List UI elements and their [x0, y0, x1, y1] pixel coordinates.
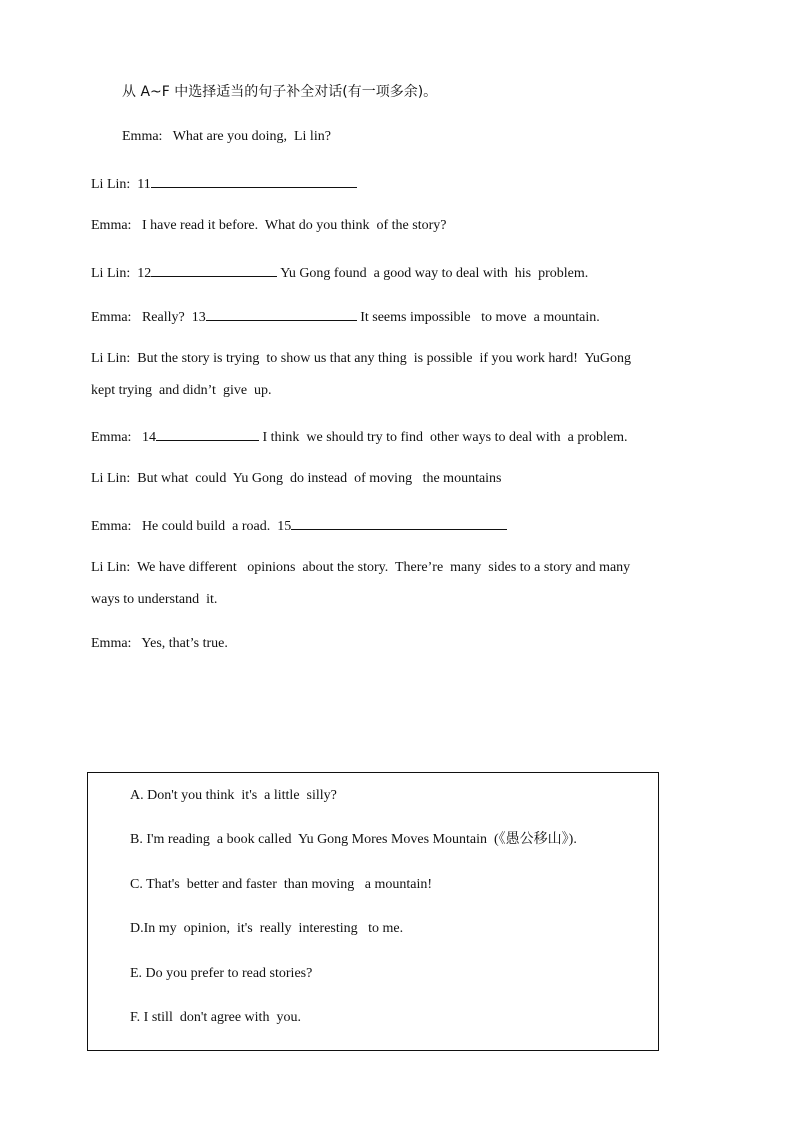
- dialogue-text: What are you doing, Li lin?: [172, 129, 331, 144]
- dialogue-text: But what could Yu Gong do instead of moving the mountains: [137, 471, 502, 486]
- dialogue-line-6-cont: [91, 382, 272, 400]
- option-e[interactable]: E. Do you prefer to read stories?: [130, 966, 313, 981]
- speaker-label: Li Lin:: [91, 266, 131, 281]
- instruction-text: 从 A~F 中选择适当的句子补全对话(有一项多余)。: [122, 84, 438, 100]
- speaker-label: Emma:: [91, 519, 132, 534]
- blank-number: 12: [137, 266, 152, 281]
- option-f[interactable]: F. I still don't agree with you.: [130, 1010, 301, 1025]
- dialogue-line-6: [91, 350, 631, 368]
- dialogue-line-5: [91, 306, 600, 327]
- blank-number: 13: [191, 310, 206, 325]
- option-b[interactable]: B. I'm reading a book called Yu Gong Mores Moves Mountain (《愚公移山》).: [130, 832, 577, 847]
- answer-blank-12[interactable]: [151, 262, 277, 277]
- dialogue-text: Really?: [141, 310, 185, 325]
- dialogue-text: Yu Gong found a good way to deal with his problem.: [280, 266, 589, 281]
- answer-blank-15[interactable]: [291, 515, 507, 530]
- dialogue-line-2: [91, 173, 357, 194]
- dialogue-line-1: [122, 128, 331, 146]
- dialogue-line-11: [91, 635, 228, 653]
- option-c[interactable]: C. That's better and faster than moving a mountain!: [130, 877, 433, 892]
- dialogue-text: But the story is trying to show us that any thing is possible if you work hard! YuGong: [137, 351, 632, 366]
- speaker-label: Li Lin:: [91, 177, 131, 192]
- dialogue-text: We have different opinions about the story. There’re many sides to a story and many: [137, 560, 631, 575]
- dialogue-text: kept trying and didn’t give up.: [91, 383, 272, 398]
- blank-number: 14: [141, 430, 156, 445]
- answer-blank-13[interactable]: [206, 306, 357, 321]
- speaker-label: Li Lin:: [91, 351, 131, 366]
- blank-number: 15: [277, 519, 292, 534]
- dialogue-line-8: [91, 470, 502, 488]
- speaker-label: Emma:: [122, 129, 163, 144]
- dialogue-text: I think we should try to find other ways to deal with a problem.: [262, 430, 628, 445]
- speaker-label: Emma:: [91, 310, 132, 325]
- blank-number: 11: [137, 177, 151, 192]
- dialogue-line-10: [91, 559, 630, 577]
- dialogue-text: ways to understand it.: [91, 592, 218, 607]
- dialogue-text: It seems impossible to move a mountain.: [360, 310, 600, 325]
- answer-blank-14[interactable]: [156, 426, 259, 441]
- answer-blank-11[interactable]: [151, 173, 357, 188]
- speaker-label: Li Lin:: [91, 560, 131, 575]
- dialogue-line-4: [91, 262, 588, 283]
- dialogue-text: He could build a road.: [141, 519, 271, 534]
- options-box: [87, 772, 659, 1051]
- dialogue-line-3: [91, 217, 446, 235]
- dialogue-text: I have read it before. What do you think of the story?: [141, 218, 447, 233]
- option-d[interactable]: D.In my opinion, it's really interesting to me.: [130, 921, 404, 936]
- option-a[interactable]: A. Don't you think it's a little silly?: [130, 788, 337, 803]
- dialogue-line-7: [91, 426, 628, 447]
- dialogue-line-10-cont: [91, 591, 217, 609]
- dialogue-line-9: [91, 515, 507, 536]
- speaker-label: Li Lin:: [91, 471, 131, 486]
- speaker-label: Emma:: [91, 430, 132, 445]
- speaker-label: Emma:: [91, 218, 132, 233]
- dialogue-text: Yes, that’s true.: [141, 636, 228, 651]
- speaker-label: Emma:: [91, 636, 132, 651]
